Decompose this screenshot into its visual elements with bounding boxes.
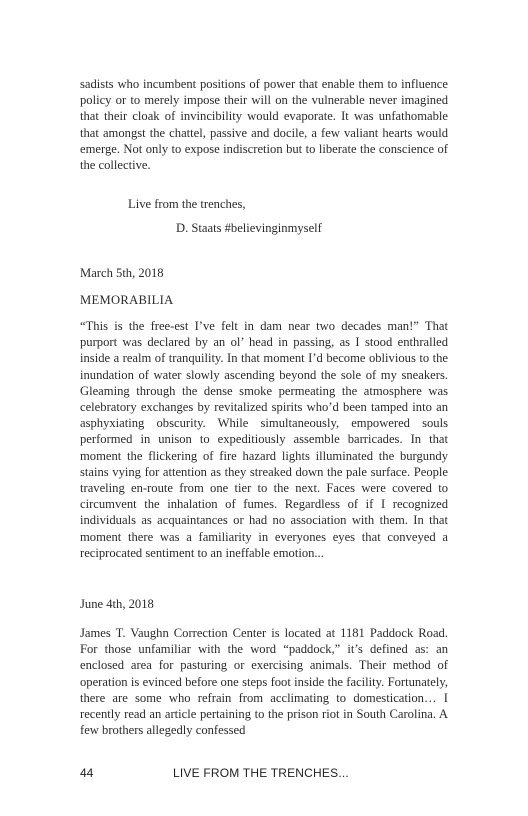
entry-paragraph-2: James T. Vaughn Correction Center is located at 1181 Paddock Road. For those unfamiliar with the word “paddock,” it’s defined as: an enclosed area for pasturing or exercising animals. Their method of operation is evinced before one steps foot inside the facility. Fortunately, there are some who refrain from acclimating to domestication… I recently read an article pertaining to the prison riot in South Carolina. A few brothers allegedly confessed [80,626,448,738]
signature: D. Staats #believinginmyself [176,221,322,235]
entry-heading: MEMORABILIA [80,293,174,307]
running-title: LIVE FROM THE TRENCHES... [173,766,349,780]
entry-date: March 5th, 2018 [80,266,164,280]
entry-paragraph: “This is the free-est I’ve felt in dam near two decades man!” That purport was declared by an ol’ head in passing, as I stood enthralled inside a realm of tranquility. In that moment I’d become oblivious to the inundation of water slowly ascending beyond the sole of my sneakers. Gleaming through the dense smoke permeating the atmosphere was celebratory exchanges by revitalized spirits who’d been tamped into an asphyxiating obscurity. While simultaneously, empowered souls performed in unison to expeditiously assemble barricades. In that moment the flickering of fire hazard lights illuminated the burgundy stains vying for attention as they streaked down the pale surface. People traveling en-route from one tier to the next. Faces were covered to circumvent the inhalation of fumes. Regardless of if I recognized individuals as acquaintances or had no association with them. In that moment there was a familiarity in everyones eyes that conveyed a reciprocated sentiment to an ineffable emotion... [80,319,448,560]
body-paragraph: sadists who incumbent positions of power that enable them to influence policy or to merely impose their will on the vulnerable never imagined that their cloak of invincibility would evaporate. It was unfathomable that amongst the chattel, passive and docile, a few valiant hearts would emerge. Not only to expose indiscretion but to liberate the conscience of the collective. [80,77,448,173]
entry-date-2: June 4th, 2018 [80,597,154,611]
signoff-line: Live from the trenches, [128,197,246,211]
page-number: 44 [80,766,94,780]
